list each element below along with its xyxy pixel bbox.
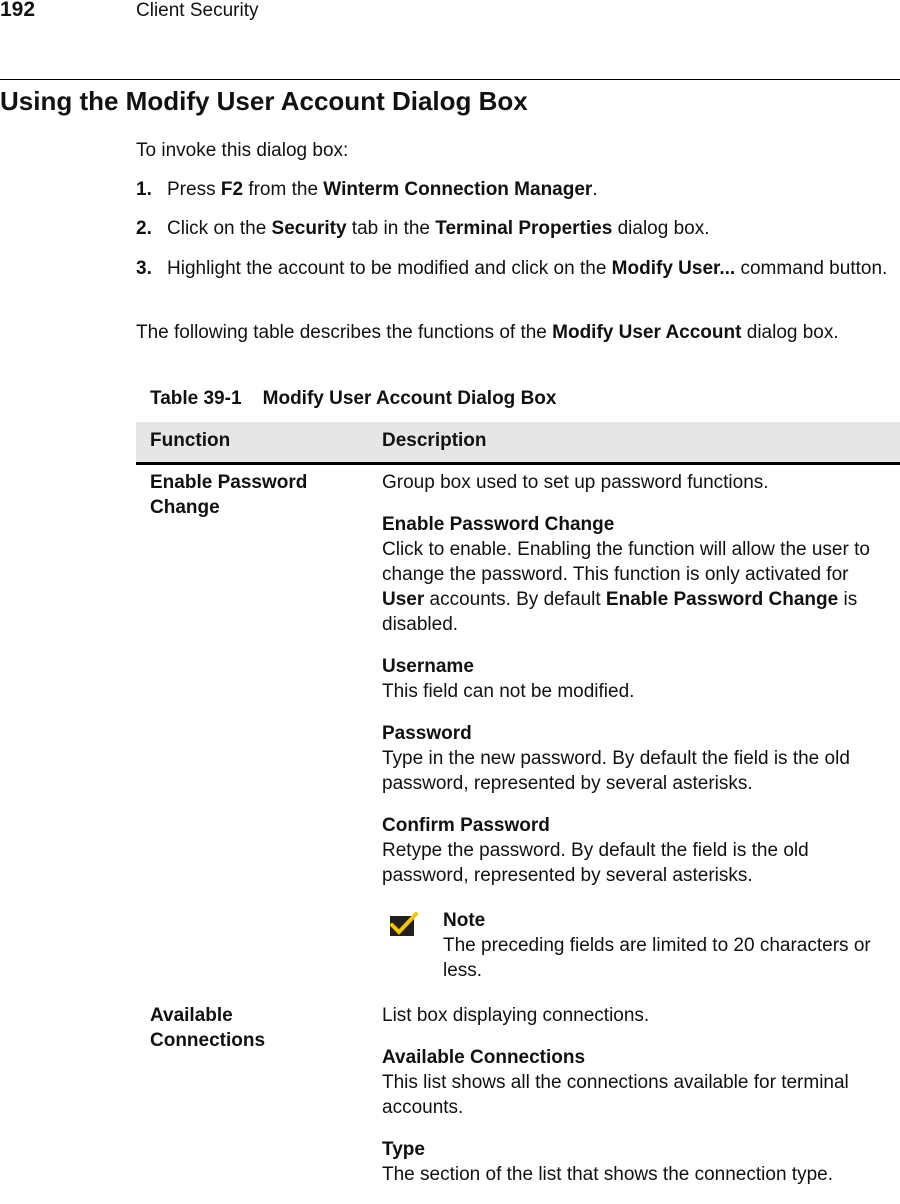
intro-text: To invoke this dialog box: — [136, 140, 349, 161]
step-2: 2. Click on the Security tab in the Terminal Properties dialog box. — [136, 218, 710, 239]
function-cell: Available Connections — [150, 1005, 266, 1051]
header-rule — [0, 79, 900, 80]
header-function: Function — [150, 430, 231, 451]
table-caption: Table 39-1 Modify User Account Dialog Box — [150, 388, 557, 409]
step-3: 3. Highlight the account to be modified and click on the Modify User... command button. — [136, 258, 888, 279]
header-description: Description — [382, 430, 487, 451]
section-heading: Using the Modify User Account Dialog Box — [0, 86, 528, 116]
description-cell: List box displaying connections. Available Connections This list shows all the connections available for terminal accounts. Type The section of the list that shows the connection type. — [382, 1005, 849, 1185]
page-number: 192 — [0, 0, 36, 21]
running-title: Client Security — [136, 0, 259, 21]
checkmark-note-icon — [388, 912, 418, 936]
note — [382, 908, 892, 983]
description-cell: Group box used to set up password functions. Enable Password Change Click to enable. Enabling the function will allow the user to change the password. This function is only activated for User accounts. By default Enable Password Change is disabled. Username This field can not be modified. Password Type in the new password. By default the field is the old password, represented by several asterisks. Confirm Password Retype the password. By default the field is the old password, represented by several asterisks. — [382, 472, 870, 886]
table-intro: The following table describes the functions of the Modify User Account dialog box. — [136, 322, 839, 343]
function-cell: Enable Password Change — [150, 472, 308, 518]
table-header — [136, 422, 900, 465]
note-text: The preceding fields are limited to 20 characters or less. — [443, 935, 871, 981]
step-1: 1. Press F2 from the Winterm Connection Manager. — [136, 179, 598, 200]
note-title: Note — [443, 910, 486, 931]
